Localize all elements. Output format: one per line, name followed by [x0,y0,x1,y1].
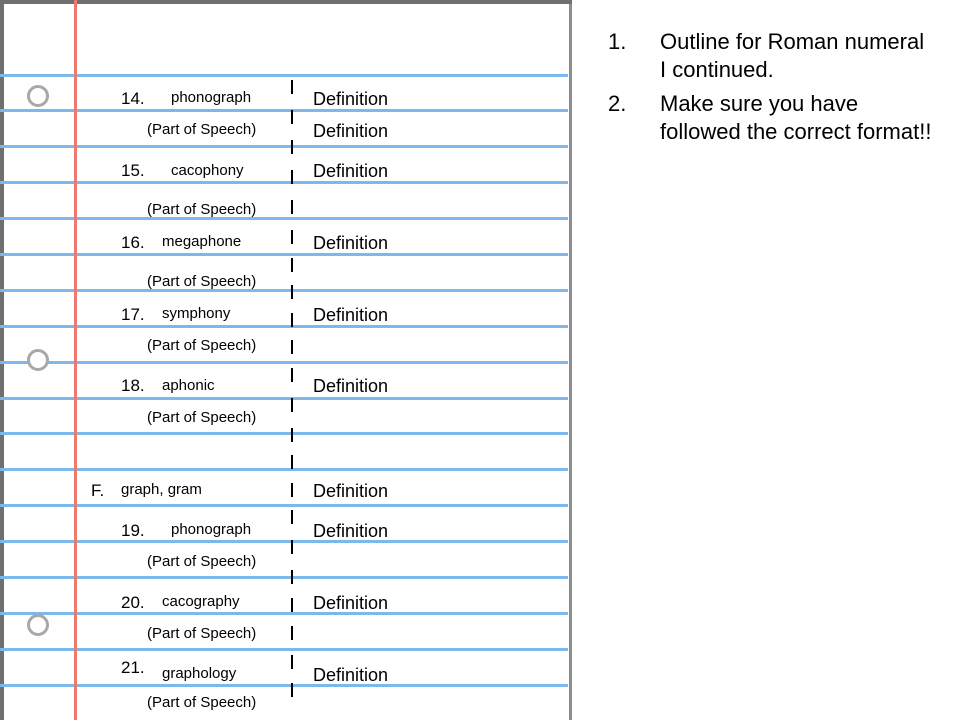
divider-dash [291,110,293,124]
divider-dash [291,598,293,612]
divider-dash [291,428,293,442]
paper-top-edge [0,0,572,4]
divider-dash [291,230,293,244]
entry-number: 16. [121,233,145,252]
ruled-line [0,468,568,471]
entry-definition: Definition [313,376,389,396]
ruled-line [0,145,568,148]
ruled-line [0,289,568,292]
divider-dash [291,455,293,469]
ruled-line [0,325,568,328]
entry-word: phonograph [171,521,252,538]
divider-dash [291,140,293,154]
entry-part-of-speech: (Part of Speech) [147,273,257,290]
entry-part-of-speech: (Part of Speech) [147,337,257,354]
entry-number: 17. [121,305,145,324]
entry-part-of-speech: (Part of Speech) [147,625,257,642]
entry-definition: Definition [313,521,389,541]
divider-dash [291,540,293,554]
section-definition: Definition [313,481,389,501]
entry-word: megaphone [162,233,242,250]
binder-hole [27,614,49,636]
ruled-line [0,109,568,112]
entry-number: 15. [121,161,145,180]
ruled-line [0,684,568,687]
divider-dash [291,340,293,354]
divider-dash [291,368,293,382]
ruled-line [0,253,568,256]
divider-dash [291,258,293,272]
section-root: graph, gram [121,481,202,498]
entry-definition: Definition [313,233,389,253]
entry-definition-2: Definition [313,121,389,141]
margin-line [74,0,77,720]
entry-word: graphology [162,665,237,682]
divider-dash [291,683,293,697]
instruction-item [604,28,934,84]
entry-part-of-speech: (Part of Speech) [147,409,257,426]
entry-number: 21. [121,658,145,677]
ruled-line [0,361,568,364]
ruled-line [0,74,568,77]
entry-word: cacography [162,593,240,610]
entry-definition: Definition [313,305,389,325]
entry-word: phonograph [171,89,252,106]
divider-dash [291,655,293,669]
entry-word: aphonic [162,377,215,394]
ruled-line [0,612,568,615]
entry-number: 20. [121,593,145,612]
ruled-line [0,648,568,651]
entry-number: 18. [121,376,145,395]
divider-dash [291,285,293,299]
binder-hole [27,85,49,107]
instructions-list [604,28,934,152]
divider-dash [291,170,293,184]
entry-word: symphony [162,305,231,322]
divider-dash [291,483,293,497]
entry-definition: Definition [313,89,389,109]
divider-dash [291,313,293,327]
section-letter: F. [91,481,105,500]
divider-dash [291,626,293,640]
entry-definition: Definition [313,665,389,685]
divider-dash [291,570,293,584]
ruled-line [0,217,568,220]
entry-number: 19. [121,521,145,540]
ruled-line [0,576,568,579]
entry-number: 14. [121,89,145,108]
ruled-line [0,432,568,435]
ruled-line [0,397,568,400]
binder-hole [27,349,49,371]
entry-definition: Definition [313,593,389,613]
entry-part-of-speech: (Part of Speech) [147,553,257,570]
instruction-item [604,90,934,146]
instruction-text: Make sure you have followed the correct format!! [660,91,932,144]
divider-dash [291,398,293,412]
instruction-text: Outline for Roman numeral I continued. [660,29,925,82]
divider-dash [291,80,293,94]
instruction-number: 1. [608,29,627,54]
entry-part-of-speech: (Part of Speech) [147,694,257,711]
ruled-line [0,181,568,184]
entry-word: cacophony [171,162,244,179]
divider-dash [291,200,293,214]
entry-part-of-speech: (Part of Speech) [147,121,257,138]
instruction-number: 2. [608,91,627,116]
ruled-line [0,540,568,543]
entry-part-of-speech: (Part of Speech) [147,201,257,218]
entry-definition: Definition [313,161,389,181]
divider-dash [291,510,293,524]
ruled-line [0,504,568,507]
